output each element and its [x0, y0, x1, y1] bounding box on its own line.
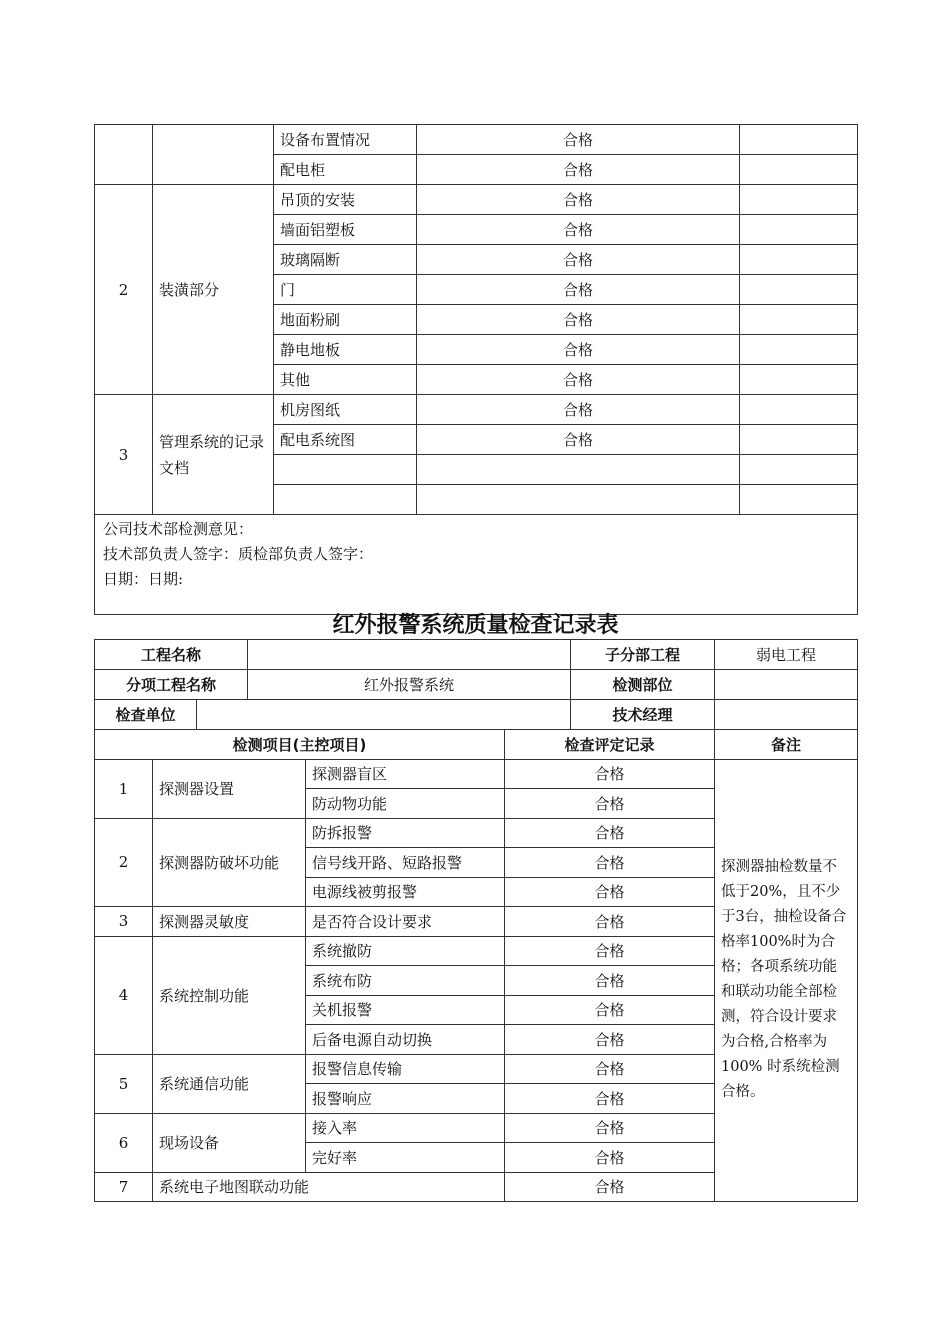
result-cell [417, 485, 740, 515]
result-cell: 合格 [417, 185, 740, 215]
table-row [95, 700, 858, 730]
table-row [95, 125, 858, 155]
group-no-cell: 7 [95, 1172, 153, 1202]
group-no-cell [95, 125, 153, 185]
result-cell: 合格 [505, 789, 715, 819]
group-no-cell: 6 [95, 1113, 153, 1172]
item-cell: 关机报警 [306, 995, 505, 1025]
remark-cell [740, 215, 858, 245]
group-name-cell: 探测器灵敏度 [153, 907, 306, 937]
result-cell: 合格 [505, 936, 715, 966]
opinion-cell [95, 515, 858, 615]
group-name-cell: 系统电子地图联动功能 [153, 1172, 505, 1202]
group-name-cell: 管理系统的记录文档 [153, 395, 274, 515]
remark-cell [740, 395, 858, 425]
remark-cell [740, 125, 858, 155]
item-cell: 防动物功能 [306, 789, 505, 819]
sub-project-value: 弱电工程 [715, 640, 858, 670]
group-no-cell: 5 [95, 1054, 153, 1113]
result-cell: 合格 [505, 877, 715, 907]
item-cell: 防拆报警 [306, 818, 505, 848]
item-cell: 配电系统图 [274, 425, 417, 455]
item-cell: 报警信息传输 [306, 1054, 505, 1084]
result-cell: 合格 [505, 818, 715, 848]
item-cell: 接入率 [306, 1113, 505, 1143]
group-name-cell: 探测器防破坏功能 [153, 818, 306, 907]
signature-line: 技术部负责人签字：质检部负责人签字： [103, 545, 374, 563]
group-no-cell: 4 [95, 936, 153, 1054]
result-cell: 合格 [417, 395, 740, 425]
remark-cell [740, 155, 858, 185]
result-cell: 合格 [505, 1025, 715, 1055]
item-cell: 其他 [274, 365, 417, 395]
table-row [95, 670, 858, 700]
header-items: 检测项目(主控项目) [95, 730, 505, 760]
header-remark: 备注 [715, 730, 858, 760]
result-cell: 合格 [505, 1113, 715, 1143]
infrared-alarm-inspection-table [94, 729, 858, 1202]
group-name-cell [153, 125, 274, 185]
result-cell: 合格 [505, 848, 715, 878]
tech-manager-label: 技术经理 [571, 700, 715, 730]
result-cell: 合格 [417, 215, 740, 245]
group-name-cell: 现场设备 [153, 1113, 306, 1172]
item-cell: 后备电源自动切换 [306, 1025, 505, 1055]
form-header-table [94, 639, 858, 730]
table-header-row [95, 730, 858, 760]
sub-project-label: 子分部工程 [571, 640, 715, 670]
result-cell: 合格 [417, 155, 740, 185]
result-cell: 合格 [417, 245, 740, 275]
item-cell: 墙面铝塑板 [274, 215, 417, 245]
result-cell: 合格 [505, 995, 715, 1025]
group-no-cell: 3 [95, 907, 153, 937]
item-cell: 信号线开路、短路报警 [306, 848, 505, 878]
result-cell: 合格 [417, 305, 740, 335]
tech-manager-value [715, 700, 858, 730]
item-cell: 探测器盲区 [306, 759, 505, 789]
inspect-part-label: 检测部位 [571, 670, 715, 700]
group-no-cell: 1 [95, 759, 153, 818]
remark-cell [740, 425, 858, 455]
item-project-value: 红外报警系统 [248, 670, 571, 700]
remark-cell [740, 365, 858, 395]
opinion-label: 公司技术部检测意见： [103, 520, 254, 538]
inspect-part-value [715, 670, 858, 700]
result-cell: 合格 [505, 966, 715, 996]
group-name-cell: 系统通信功能 [153, 1054, 306, 1113]
item-cell: 是否符合设计要求 [306, 907, 505, 937]
remark-cell [740, 455, 858, 485]
group-no-cell: 3 [95, 395, 153, 515]
item-cell: 配电柜 [274, 155, 417, 185]
result-cell: 合格 [505, 907, 715, 937]
item-cell: 系统布防 [306, 966, 505, 996]
item-cell: 地面粉刷 [274, 305, 417, 335]
item-cell: 系统撤防 [306, 936, 505, 966]
remark-cell [740, 275, 858, 305]
inspect-unit-label: 检查单位 [95, 700, 197, 730]
result-cell: 合格 [417, 275, 740, 305]
group-no-cell: 2 [95, 185, 153, 395]
project-name-label: 工程名称 [95, 640, 248, 670]
inspect-unit-value [197, 700, 571, 730]
project-name-value [248, 640, 571, 670]
equipment-room-checklist-table [94, 124, 858, 615]
table-row [95, 395, 858, 425]
result-cell: 合格 [505, 1084, 715, 1114]
item-project-label: 分项工程名称 [95, 670, 248, 700]
result-cell: 合格 [417, 425, 740, 455]
table-row [95, 185, 858, 215]
table-row [95, 640, 858, 670]
item-cell: 吊顶的安装 [274, 185, 417, 215]
item-cell: 设备布置情况 [274, 125, 417, 155]
remark-cell: 探测器抽检数量不低于20%，且不少于3台，抽检设备合格率100%时为合格；各项系统功能和联动功能全部检测，符合设计要求为合格,合格率为100% 时系统检测合格。 [715, 759, 858, 1202]
item-cell: 静电地板 [274, 335, 417, 365]
result-cell: 合格 [417, 335, 740, 365]
group-name-cell: 装潢部分 [153, 185, 274, 395]
result-cell: 合格 [417, 365, 740, 395]
item-cell: 门 [274, 275, 417, 305]
result-cell: 合格 [417, 125, 740, 155]
item-cell: 玻璃隔断 [274, 245, 417, 275]
group-no-cell: 2 [95, 818, 153, 907]
table-row [95, 759, 858, 789]
date-line: 日期：日期: [103, 570, 184, 588]
item-cell: 完好率 [306, 1143, 505, 1173]
result-cell: 合格 [505, 1143, 715, 1173]
remark-cell [740, 185, 858, 215]
result-cell: 合格 [505, 759, 715, 789]
item-cell: 机房图纸 [274, 395, 417, 425]
item-cell: 电源线被剪报警 [306, 877, 505, 907]
result-cell: 合格 [505, 1054, 715, 1084]
remark-cell [740, 335, 858, 365]
result-cell [417, 455, 740, 485]
result-cell: 合格 [505, 1172, 715, 1202]
group-name-cell: 探测器设置 [153, 759, 306, 818]
item-cell [274, 485, 417, 515]
form-title: 红外报警系统质量检查记录表 [332, 613, 619, 638]
remark-cell [740, 485, 858, 515]
remark-cell [740, 305, 858, 335]
item-cell: 报警响应 [306, 1084, 505, 1114]
opinion-row [95, 515, 858, 615]
group-name-cell: 系统控制功能 [153, 936, 306, 1054]
remark-cell [740, 245, 858, 275]
item-cell [274, 455, 417, 485]
header-record: 检查评定记录 [505, 730, 715, 760]
